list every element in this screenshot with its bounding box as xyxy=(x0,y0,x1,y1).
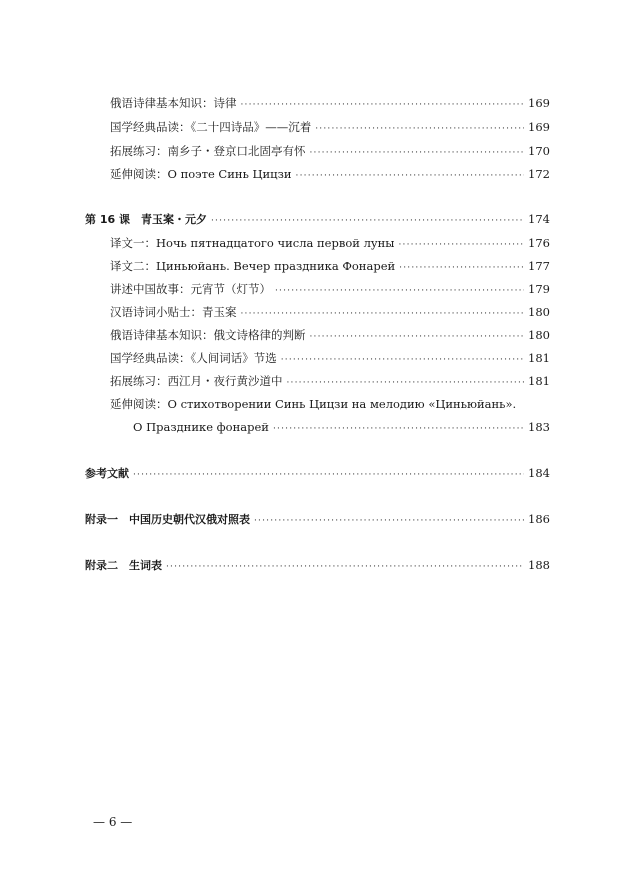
toc-entry-title: 讲述中国故事：元宵节（灯节） xyxy=(110,282,271,296)
toc-entry-title: 译文一：Ночь пятнадцатого числа первой луны xyxy=(110,236,395,250)
dot-leader xyxy=(241,305,525,323)
toc-entry-title: 俄语诗律基本知识：诗律 xyxy=(110,96,237,110)
toc-entry-continuation[interactable] xyxy=(133,418,550,436)
toc-entry[interactable] xyxy=(110,118,550,136)
toc-entry-title: 第 16 课 青玉案・元夕 xyxy=(85,213,207,226)
toc-entry-title: 俄语诗律基本知识：俄文诗格律的判断 xyxy=(110,328,306,342)
toc-entry[interactable] xyxy=(110,94,550,112)
dot-leader xyxy=(281,351,524,369)
page-number: — 6 — xyxy=(93,815,133,829)
dot-leader xyxy=(399,259,524,277)
dot-leader xyxy=(296,167,525,185)
toc-entry-title: 附录一 中国历史朝代汉俄对照表 xyxy=(85,513,250,526)
toc-entry-title: 拓展练习：西江月・夜行黄沙道中 xyxy=(110,374,283,388)
dot-leader xyxy=(310,328,525,346)
toc-entry-title: 延伸阅读：О стихотворении Синь Цицзи на мелодию «Циньюйань». xyxy=(110,397,517,411)
toc-entry-page: 180 xyxy=(528,305,550,319)
toc-entry-page: 181 xyxy=(528,374,550,388)
toc-entry-page: 181 xyxy=(528,351,550,365)
toc-entry-title: 汉语诗词小贴士：青玉案 xyxy=(110,305,237,319)
toc-entry-page: 169 xyxy=(528,96,550,110)
dot-leader xyxy=(166,558,524,576)
toc-entry-page: 176 xyxy=(528,236,550,250)
toc-appendix-2[interactable] xyxy=(85,556,550,574)
toc-entry-page: 169 xyxy=(528,120,550,134)
toc-references[interactable] xyxy=(85,464,550,482)
toc-entry[interactable] xyxy=(110,257,550,275)
toc-entry-title: 国学经典品读：《人间词话》节选 xyxy=(110,351,277,365)
toc-entry[interactable] xyxy=(110,372,550,390)
dot-leader xyxy=(275,282,524,300)
toc-entry-page: 174 xyxy=(528,212,550,226)
toc-entry-page: 184 xyxy=(528,466,550,480)
toc-entry-page: 177 xyxy=(528,259,550,273)
toc-entry-title: 延伸阅读：О поэте Синь Цицзи xyxy=(110,167,292,181)
toc-entry-page: 180 xyxy=(528,328,550,342)
toc-entry-title: О Празднике фонарей xyxy=(133,420,269,434)
toc-entry[interactable] xyxy=(110,234,550,252)
toc-entry-page: 183 xyxy=(528,420,550,434)
toc-appendix-1[interactable] xyxy=(85,510,550,528)
toc-entry-page: 170 xyxy=(528,144,550,158)
dot-leader xyxy=(211,212,524,230)
toc-entry-title: 附录二 生词表 xyxy=(85,559,162,572)
toc-entry-page: 188 xyxy=(528,558,550,572)
toc-entry[interactable] xyxy=(110,326,550,344)
toc-entry[interactable] xyxy=(110,395,550,413)
dot-leader xyxy=(241,96,525,114)
toc-entry-title: 译文二：Циньюйань. Вечер праздника Фонарей xyxy=(110,259,396,273)
toc-entry[interactable] xyxy=(110,280,550,298)
dot-leader xyxy=(310,144,525,162)
dot-leader xyxy=(398,236,524,254)
toc-entry-title: 国学经典品读：《二十四诗品》——沉着 xyxy=(110,120,312,134)
toc-entry-page: 172 xyxy=(528,167,550,181)
toc-entry[interactable] xyxy=(110,165,550,183)
toc-entry[interactable] xyxy=(110,303,550,321)
dot-leader xyxy=(133,466,524,484)
toc-entry-title: 拓展练习：南乡子・登京口北固亭有怀 xyxy=(110,144,306,158)
dot-leader xyxy=(315,120,524,138)
dot-leader xyxy=(287,374,525,392)
toc-entry[interactable] xyxy=(110,349,550,367)
toc-lesson-heading[interactable] xyxy=(85,210,550,228)
dot-leader xyxy=(254,512,524,530)
toc-entry-page: 179 xyxy=(528,282,550,296)
dot-leader xyxy=(273,420,524,438)
toc-entry[interactable] xyxy=(110,142,550,160)
toc-entry-title: 参考文献 xyxy=(85,467,129,480)
toc-entry-page: 186 xyxy=(528,512,550,526)
